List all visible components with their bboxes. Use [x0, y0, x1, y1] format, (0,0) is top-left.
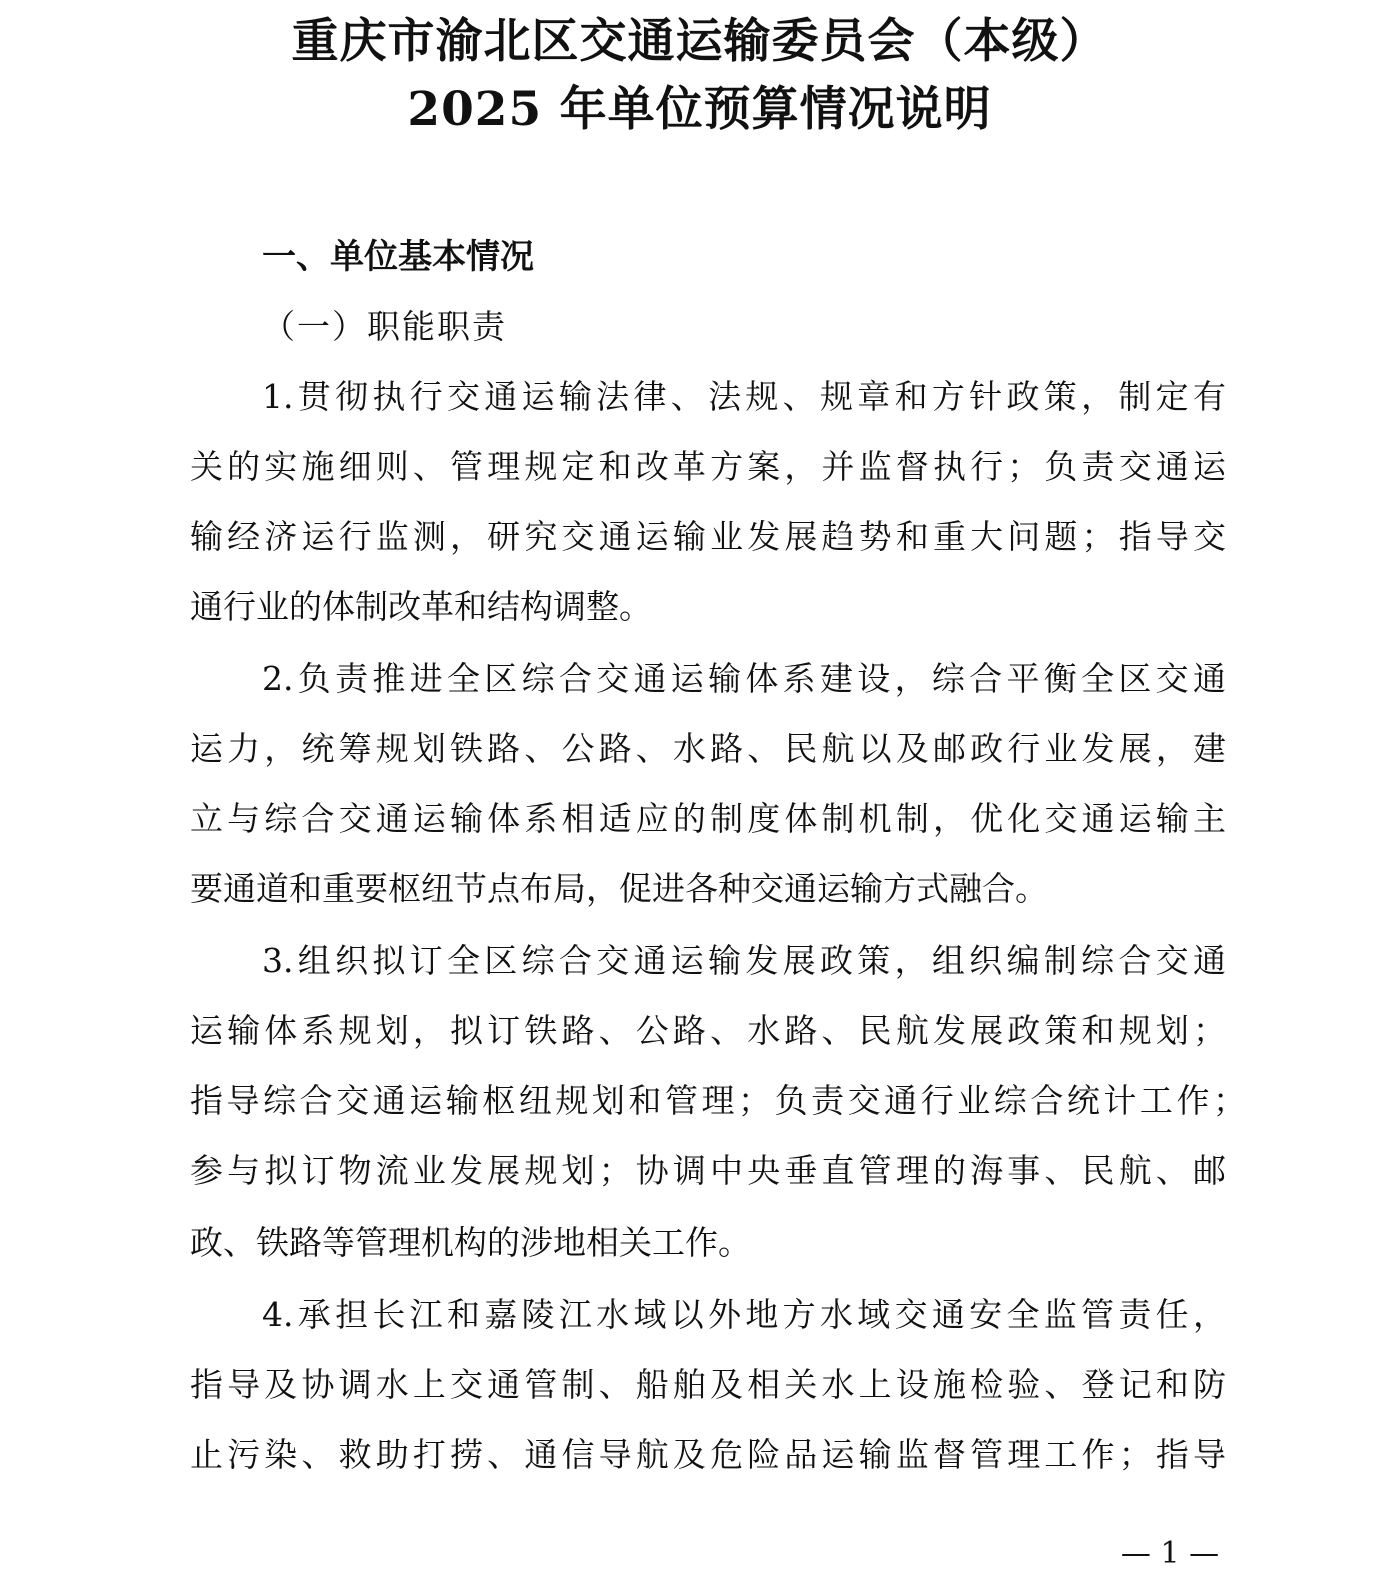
paragraph-2-line-3: 立与综合交通运输体系相适应的制度体制机制，优化交通运输主: [190, 799, 1226, 838]
paragraph-1-line-1: 1.贯彻执行交通运输法律、法规、规章和方针政策，制定有: [262, 377, 1226, 416]
paragraph-3-line-1: 3.组织拟订全区综合交通运输发展政策，组织编制综合交通: [262, 941, 1226, 980]
paragraph-3-line-5: 政、铁路等管理机构的涉地相关工作。: [190, 1223, 751, 1262]
paragraph-2-line-4: 要通道和重要枢纽节点布局，促进各种交通运输方式融合。: [190, 869, 1048, 908]
paragraph-3-line-2: 运输体系规划，拟订铁路、公路、水路、民航发展政策和规划；: [190, 1011, 1226, 1050]
paragraph-4-line-2: 指导及协调水上交通管制、船舶及相关水上设施检验、登记和防: [190, 1365, 1226, 1404]
paragraph-3-line-3: 指导综合交通运输枢纽规划和管理；负责交通行业综合统计工作；: [190, 1081, 1246, 1120]
document-title-line-2: 2025 年单位预算情况说明: [407, 82, 992, 137]
paragraph-1-line-4: 通行业的体制改革和结构调整。: [190, 587, 652, 626]
paragraph-4-line-1: 4.承担长江和嘉陵江水域以外地方水域交通安全监管责任，: [262, 1295, 1226, 1334]
paragraph-2-line-1: 2.负责推进全区综合交通运输体系建设，综合平衡全区交通: [262, 659, 1226, 698]
page-number: — 1 —: [1120, 1536, 1220, 1571]
document-title-line-1: 重庆市渝北区交通运输委员会（本级）: [291, 14, 1108, 69]
paragraph-4-line-3: 止污染、救助打捞、通信导航及危险品运输监督管理工作；指导: [190, 1435, 1226, 1474]
paragraph-3-line-4: 参与拟订物流业发展规划；协调中央垂直管理的海事、民航、邮: [190, 1151, 1226, 1190]
paragraph-2-line-2: 运力，统筹规划铁路、公路、水路、民航以及邮政行业发展，建: [190, 729, 1226, 768]
section-heading: 一、单位基本情况: [262, 237, 534, 277]
paragraph-1-line-3: 输经济运行监测，研究交通运输业发展趋势和重大问题；指导交: [190, 517, 1226, 556]
subsection-heading: （一）职能职责: [262, 307, 507, 346]
paragraph-1-line-2: 关的实施细则、管理规定和改革方案，并监督执行；负责交通运: [190, 447, 1226, 486]
